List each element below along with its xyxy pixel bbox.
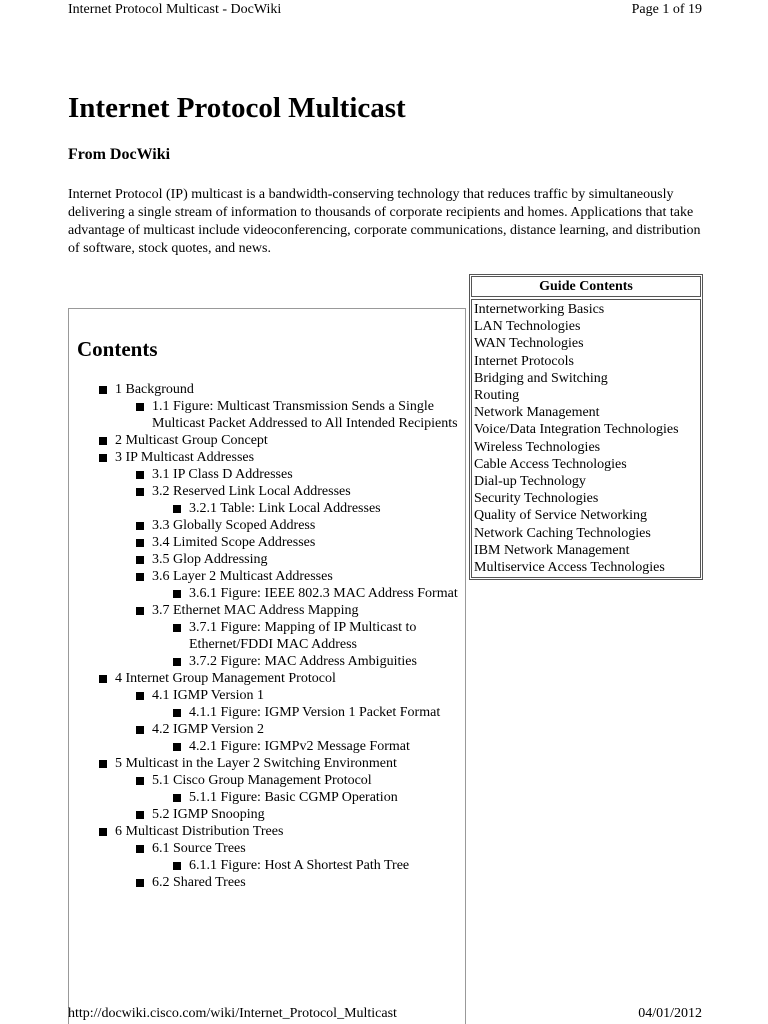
toc-entry-label[interactable]: 3.7.2 Figure: MAC Address Ambiguities <box>189 654 417 669</box>
square-bullet-icon <box>136 607 144 615</box>
print-header-page-indicator: Page 1 of 19 <box>631 2 702 17</box>
toc-entry-label[interactable]: 3.4 Limited Scope Addresses <box>152 535 316 550</box>
toc-entry[interactable] <box>69 398 459 432</box>
toc-entry-label[interactable]: 3.5 Glop Addressing <box>152 552 268 567</box>
toc-entry-label[interactable]: 1.1 Figure: Multicast Transmission Sends a Single Multicast Packet Addressed to All Intended Recipients <box>152 399 458 431</box>
toc-entry-label[interactable]: 6.1 Source Trees <box>152 841 246 856</box>
toc-entry-label[interactable]: 2 Multicast Group Concept <box>115 433 268 448</box>
toc-entry[interactable] <box>69 840 459 857</box>
table-of-contents <box>68 308 466 1024</box>
toc-entry[interactable] <box>69 823 467 840</box>
intro-paragraph: Internet Protocol (IP) multicast is a bandwidth-conserving technology that reduces traffic by simultaneously delivering a single stream of information to thousands of corporate recipients and homes. Applications that take advantage of multicast include videoconferencing, corporate communications, distance learning, and distribution of software, stock quotes, and news. <box>68 187 701 256</box>
toc-entry[interactable] <box>69 653 459 670</box>
toc-entry[interactable] <box>69 534 459 551</box>
guide-link[interactable]: Routing <box>474 388 520 404</box>
square-bullet-icon <box>173 590 181 598</box>
square-bullet-icon <box>99 437 107 445</box>
guide-link[interactable]: Network Management <box>474 405 600 421</box>
toc-entry-label[interactable]: 3.7.1 Figure: Mapping of IP Multicast to Ethernet/FDDI MAC Address <box>189 620 417 652</box>
toc-entry-label[interactable]: 3.2.1 Table: Link Local Addresses <box>189 501 381 516</box>
guide-link[interactable]: WAN Technologies <box>474 336 584 352</box>
toc-entry[interactable] <box>69 517 459 534</box>
square-bullet-icon <box>173 794 181 802</box>
toc-entry-label[interactable]: 4 Internet Group Management Protocol <box>115 671 336 686</box>
toc-entry[interactable] <box>69 772 459 789</box>
square-bullet-icon <box>99 675 107 683</box>
toc-entry[interactable] <box>69 568 459 585</box>
guide-contents-box <box>469 274 703 580</box>
guide-link[interactable]: Multiservice Access Technologies <box>474 560 665 576</box>
toc-entry[interactable] <box>69 721 459 738</box>
toc-entry[interactable] <box>69 466 459 483</box>
guide-link[interactable]: IBM Network Management <box>474 542 630 558</box>
guide-link[interactable]: Cable Access Technologies <box>474 456 627 472</box>
square-bullet-icon <box>136 471 144 479</box>
square-bullet-icon <box>136 556 144 564</box>
toc-entry-label[interactable]: 6.1.1 Figure: Host A Shortest Path Tree <box>189 858 410 873</box>
print-footer-url: http://docwiki.cisco.com/wiki/Internet_Protocol_Multicast <box>68 1006 397 1021</box>
toc-entry[interactable] <box>69 602 459 619</box>
square-bullet-icon <box>136 777 144 785</box>
guide-link[interactable]: LAN Technologies <box>474 319 581 335</box>
square-bullet-icon <box>173 505 181 513</box>
toc-entry-label[interactable]: 3.2 Reserved Link Local Addresses <box>152 484 351 499</box>
square-bullet-icon <box>136 692 144 700</box>
toc-entry[interactable] <box>69 551 459 568</box>
toc-entry[interactable] <box>69 670 467 687</box>
print-footer-date: 04/01/2012 <box>638 1006 702 1021</box>
guide-link[interactable]: Quality of Service Networking <box>474 508 648 524</box>
square-bullet-icon <box>136 573 144 581</box>
toc-entry-label[interactable]: 5.2 IGMP Snooping <box>152 807 265 822</box>
toc-title: Contents <box>77 337 158 361</box>
square-bullet-icon <box>136 403 144 411</box>
guide-link[interactable]: Network Caching Technologies <box>474 525 651 541</box>
print-header-title: Internet Protocol Multicast - DocWiki <box>68 2 282 17</box>
toc-entry-label[interactable]: 6 Multicast Distribution Trees <box>115 824 284 839</box>
toc-entry[interactable] <box>69 806 459 823</box>
toc-entry-label[interactable]: 5.1.1 Figure: Basic CGMP Operation <box>189 790 398 805</box>
toc-list <box>69 381 467 891</box>
toc-entry-label[interactable]: 3.6 Layer 2 Multicast Addresses <box>152 569 333 584</box>
toc-entry[interactable] <box>69 857 459 874</box>
square-bullet-icon <box>173 862 181 870</box>
square-bullet-icon <box>99 828 107 836</box>
square-bullet-icon <box>173 624 181 632</box>
page-subtitle: From DocWiki <box>68 146 171 163</box>
toc-entry[interactable] <box>69 874 459 891</box>
square-bullet-icon <box>136 726 144 734</box>
toc-entry[interactable] <box>69 585 459 602</box>
square-bullet-icon <box>99 386 107 394</box>
guide-link[interactable]: Internet Protocols <box>474 353 574 369</box>
toc-entry-label[interactable]: 3 IP Multicast Addresses <box>115 450 255 465</box>
toc-entry[interactable] <box>69 432 467 449</box>
square-bullet-icon <box>136 845 144 853</box>
square-bullet-icon <box>136 522 144 530</box>
toc-entry[interactable] <box>69 619 459 653</box>
square-bullet-icon <box>136 811 144 819</box>
guide-link[interactable]: Dial-up Technology <box>474 474 586 490</box>
toc-entry-label[interactable]: 5.1 Cisco Group Management Protocol <box>152 773 372 788</box>
toc-entry-label[interactable]: 3.7 Ethernet MAC Address Mapping <box>152 603 359 618</box>
toc-entry-label[interactable]: 5 Multicast in the Layer 2 Switching Environment <box>115 756 397 771</box>
square-bullet-icon <box>99 760 107 768</box>
toc-entry[interactable] <box>69 483 459 500</box>
guide-link[interactable]: Internetworking Basics <box>474 302 605 317</box>
toc-entry[interactable] <box>69 738 459 755</box>
toc-entry-label[interactable]: 4.2 IGMP Version 2 <box>152 722 265 737</box>
toc-entry-label[interactable]: 4.1.1 Figure: IGMP Version 1 Packet Format <box>189 705 441 720</box>
toc-entry-label[interactable]: 3.6.1 Figure: IEEE 802.3 MAC Address Format <box>189 586 458 601</box>
square-bullet-icon <box>173 709 181 717</box>
square-bullet-icon <box>173 658 181 666</box>
toc-entry-label[interactable]: 4.2.1 Figure: IGMPv2 Message Format <box>189 739 410 754</box>
guide-contents-list <box>471 299 701 578</box>
guide-link[interactable]: Bridging and Switching <box>474 370 608 386</box>
guide-link[interactable]: Security Technologies <box>474 491 599 507</box>
guide-contents-title: Guide Contents <box>471 276 701 297</box>
square-bullet-icon <box>173 743 181 751</box>
toc-entry[interactable] <box>69 449 467 466</box>
square-bullet-icon <box>99 454 107 462</box>
toc-entry[interactable] <box>69 687 459 704</box>
toc-entry[interactable] <box>69 789 459 806</box>
square-bullet-icon <box>136 539 144 547</box>
guide-link[interactable]: Wireless Technologies <box>474 439 601 455</box>
toc-entry-label[interactable]: 3.3 Globally Scoped Address <box>152 518 316 533</box>
toc-entry[interactable] <box>69 500 459 517</box>
toc-entry-label[interactable]: 1 Background <box>115 382 194 397</box>
toc-entry-label[interactable]: 3.1 IP Class D Addresses <box>152 467 293 482</box>
toc-entry[interactable] <box>69 755 467 772</box>
square-bullet-icon <box>136 879 144 887</box>
guide-link[interactable]: Voice/Data Integration Technologies <box>474 422 679 438</box>
toc-entry-label[interactable]: 6.2 Shared Trees <box>152 875 246 890</box>
toc-entry[interactable] <box>69 381 467 398</box>
toc-entry-label[interactable]: 4.1 IGMP Version 1 <box>152 688 265 703</box>
toc-entry[interactable] <box>69 704 459 721</box>
page-title: Internet Protocol Multicast <box>68 92 406 124</box>
square-bullet-icon <box>136 488 144 496</box>
